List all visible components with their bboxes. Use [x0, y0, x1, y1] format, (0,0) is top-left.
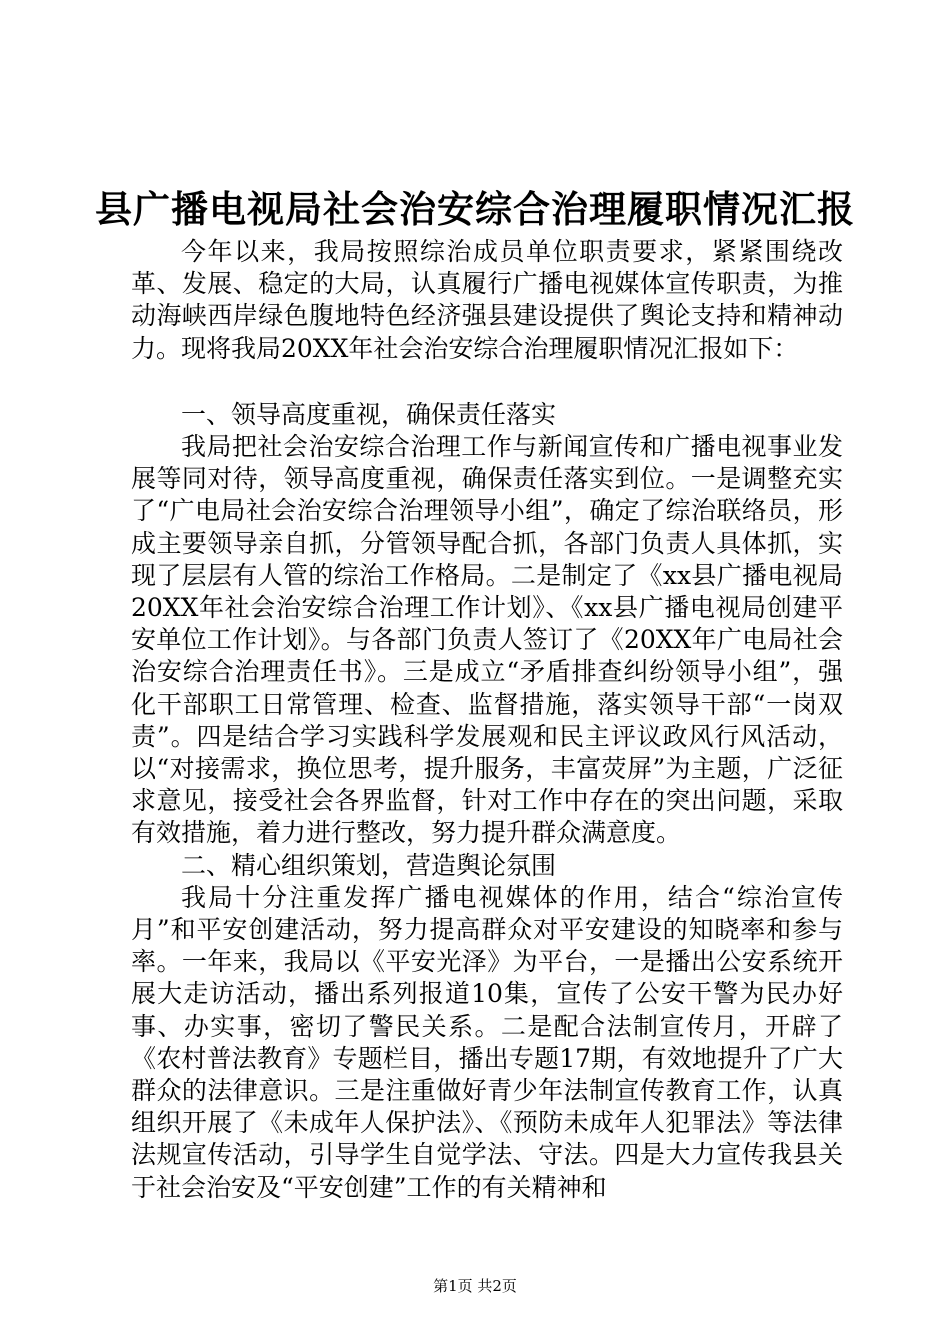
section-2-body: 我局十分注重发挥广播电视媒体的作用，结合“综治宣传月”和平安创建活动，努力提高群众对平安建设的知晓率和参与率。一年来，我局以《平安光泽》为平台，一是播出公安系统开展大走访活动，播出系列报道10集，宣传了公安干警为民办好事、办实事，密切了警民关系。二是配合法制宣传月，开辟了《农村普法教育》专题栏目，播出专题17期，有效地提升了广大群众的法律意识。三是注重做好青少年法制宣传教育工作，认真组织开展了《未成年人保护法》、《预防未成年人犯罪法》等法律法规宣传活动，引导学生自觉学法、守法。四是大力宣传我县关于社会治安及“平安创建”工作的有关精神和: [131, 882, 843, 1202]
section-1-body: 我局把社会治安综合治理工作与新闻宣传和广播电视事业发展等同对待，领导高度重视，确保责任落实到位。一是调整充实了“广电局社会治安综合治理领导小组”，确定了综治联络员，形成主要领导亲自抓，分管领导配合抓，各部门负责人具体抓，实现了层层有人管的综治工作格局。二是制定了《xx县广播电视局20XX年社会治安综合治理工作计划》、《xx县广播电视局创建平安单位工作计划》。与各部门负责人签订了《20XX年广电局社会治安综合治理责任书》。三是成立“矛盾排查纠纷领导小组”，强化干部职工日常管理、检查、监督措施，落实领导干部“一岗双责”。四是结合学习实践科学发展观和民主评议政风行风活动，以“对接需求，换位思考，提升服务，丰富荧屏”为主题，广泛征求意见，接受社会各界监督，针对工作中存在的突出问题，采取有效措施，着力进行整改，努力提升群众满意度。: [131, 432, 843, 848]
section-1-heading: 一、领导高度重视，确保责任落实: [181, 399, 557, 429]
page-footer: 第1页 共2页: [433, 1277, 517, 1295]
document-body: [131, 236, 843, 1204]
intro-paragraph: 今年以来，我局按照综治成员单位职责要求，紧紧围绕改革、发展、稳定的大局，认真履行广播电视媒体宣传职责，为推动海峡西岸绿色腹地特色经济强县建设提供了舆论支持和精神动力。现将我局20XX年社会治安综合治理履职情况汇报如下：: [131, 237, 843, 363]
section-2-heading: 二、精心组织策划，营造舆论氛围: [181, 850, 557, 880]
document-title: 县广播电视局社会治安综合治理履职情况汇报: [95, 187, 855, 231]
